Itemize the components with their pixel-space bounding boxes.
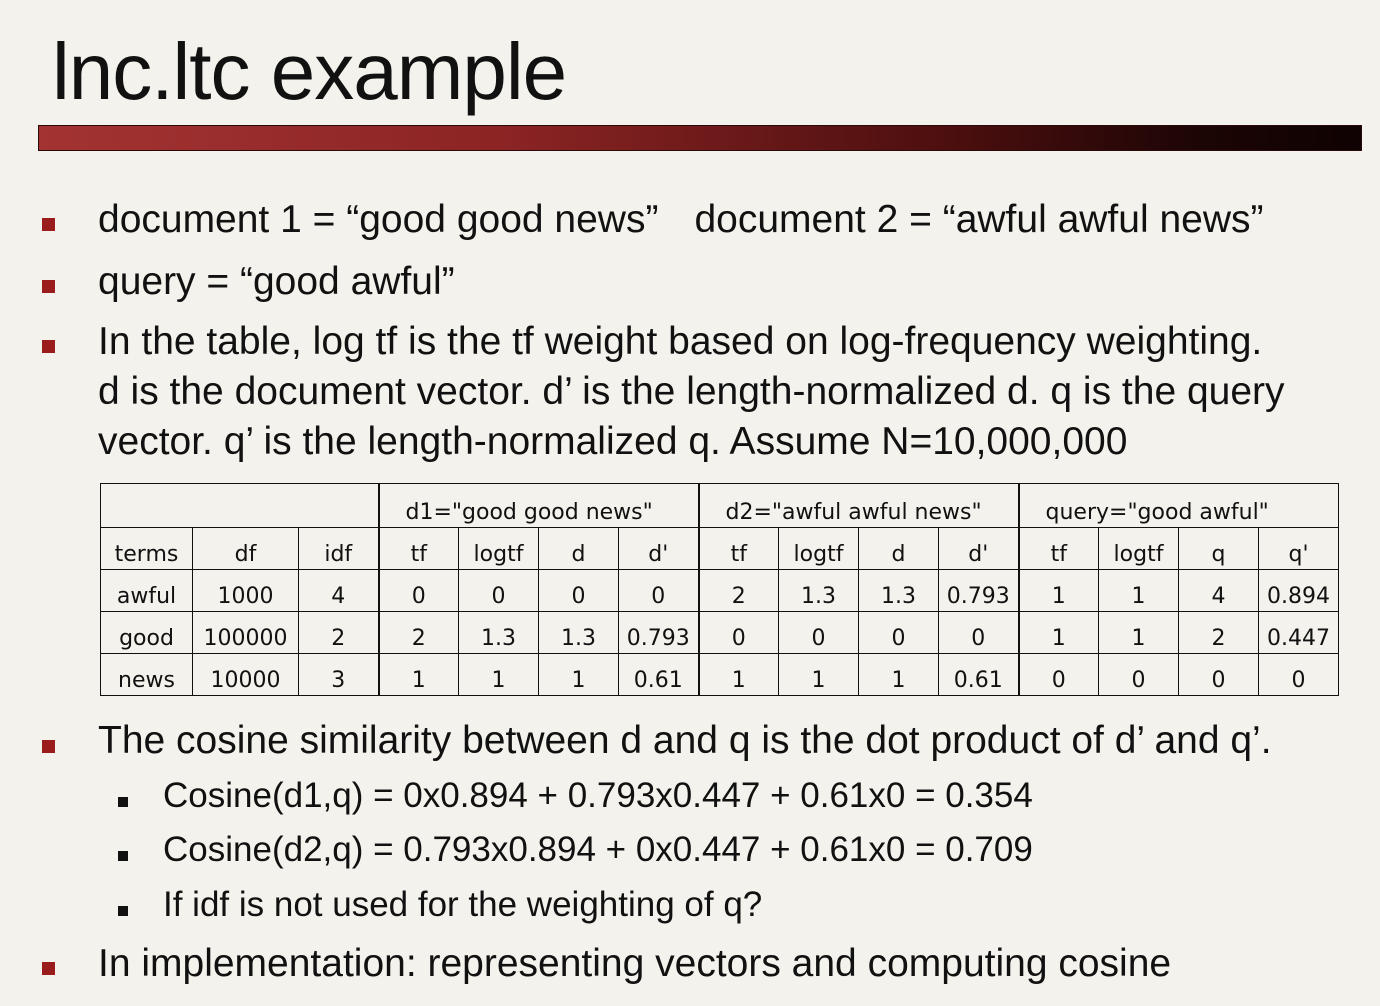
column-header: idf — [299, 528, 379, 570]
table-cell: 0.447 — [1259, 612, 1339, 654]
table-cell: 2 — [1179, 612, 1259, 654]
bullet-query: query = “good awful” — [98, 260, 455, 303]
bullet-cosine-similarity: The cosine similarity between d and q is the dot product of d’ and q’. — [98, 719, 1272, 762]
table-cell: 0.894 — [1259, 570, 1339, 612]
table-cell: 1 — [539, 654, 619, 696]
table-cell: 2 — [379, 612, 459, 654]
bullet-explanation-line-3: vector. q’ is the length-normalized q. Assume N=10,000,000 — [98, 420, 1128, 463]
slide-title: lnc.ltc example — [52, 27, 567, 116]
table-cell: 0 — [699, 612, 779, 654]
table-cell: 1.3 — [859, 570, 939, 612]
table-cell: 3 — [299, 654, 379, 696]
table-cell: 2 — [699, 570, 779, 612]
table-cell: awful — [101, 570, 193, 612]
column-header: terms — [101, 528, 193, 570]
sub-bullet-idf-question: If idf is not used for the weighting of q? — [163, 885, 763, 924]
column-header: logtf — [779, 528, 859, 570]
table-column-header-row — [101, 528, 1339, 570]
table-cell: 1.3 — [459, 612, 539, 654]
column-header: logtf — [459, 528, 539, 570]
sub-bullet-marker — [118, 797, 128, 807]
table-cell: 0 — [1259, 654, 1339, 696]
bullet-marker — [42, 218, 55, 231]
column-header: d — [859, 528, 939, 570]
table-cell: 0 — [859, 612, 939, 654]
table-cell: 0 — [1099, 654, 1179, 696]
document-1-text: document 1 = “good good news” — [98, 198, 659, 241]
bullet-marker — [42, 740, 55, 753]
table-cell: 0 — [939, 612, 1019, 654]
bullet-implementation: In implementation: representing vectors and computing cosine — [98, 942, 1172, 985]
bullet-marker — [42, 280, 55, 293]
bullet-explanation-line-1: In the table, log tf is the tf weight based on log-frequency weighting. — [98, 320, 1263, 363]
bullet-explanation-line-2: d is the document vector. d’ is the length-normalized d. q is the query — [98, 370, 1285, 413]
table-cell: 1 — [1019, 570, 1099, 612]
table-cell: 4 — [299, 570, 379, 612]
table-cell: 1 — [699, 654, 779, 696]
tfidf-table — [100, 483, 1339, 696]
column-header: d' — [619, 528, 699, 570]
table-cell: 0 — [539, 570, 619, 612]
sub-bullet-cosine-d2: Cosine(d2,q) = 0.793x0.894 + 0x0.447 + 0.61x0 = 0.709 — [163, 830, 1033, 869]
table-row — [101, 612, 1339, 654]
sub-bullet-marker — [118, 851, 128, 861]
column-header: tf — [699, 528, 779, 570]
table-cell: 0 — [1179, 654, 1259, 696]
table-cell: good — [101, 612, 193, 654]
table-cell: 0 — [1019, 654, 1099, 696]
table-cell: 1 — [1019, 612, 1099, 654]
table-cell: 0.61 — [939, 654, 1019, 696]
table-row — [101, 570, 1339, 612]
table-cell: 1 — [859, 654, 939, 696]
table-cell: 0 — [779, 612, 859, 654]
table-row — [101, 654, 1339, 696]
group-header-query: query="good awful" — [1019, 484, 1339, 528]
table-cell: 1.3 — [539, 612, 619, 654]
column-header: logtf — [1099, 528, 1179, 570]
table-cell: 1 — [1099, 612, 1179, 654]
column-header: q' — [1259, 528, 1339, 570]
table-cell: 1.3 — [779, 570, 859, 612]
bullet-marker — [42, 962, 55, 975]
sub-bullet-cosine-d1: Cosine(d1,q) = 0x0.894 + 0.793x0.447 + 0.61x0 = 0.354 — [163, 776, 1033, 815]
document-2-text: document 2 = “awful awful news” — [694, 198, 1264, 241]
table-group-header-row — [101, 484, 1339, 528]
table-cell: 10000 — [193, 654, 299, 696]
table-cell: 100000 — [193, 612, 299, 654]
table-cell: 0 — [379, 570, 459, 612]
sub-bullet-marker — [118, 906, 128, 916]
table-cell: 0.61 — [619, 654, 699, 696]
column-header: tf — [379, 528, 459, 570]
table-cell: 0 — [459, 570, 539, 612]
table-cell: 0 — [619, 570, 699, 612]
table-cell: 1 — [779, 654, 859, 696]
column-header: d' — [939, 528, 1019, 570]
group-header-d2: d2="awful awful news" — [699, 484, 1019, 528]
table-cell: 2 — [299, 612, 379, 654]
column-header: df — [193, 528, 299, 570]
title-divider-bar — [38, 125, 1362, 151]
column-header: tf — [1019, 528, 1099, 570]
bullet-marker — [42, 340, 55, 353]
table-cell: 0.793 — [939, 570, 1019, 612]
table-empty-header-cell — [101, 484, 379, 528]
table-cell: 1 — [1099, 570, 1179, 612]
table-cell: 0.793 — [619, 612, 699, 654]
table-cell: 4 — [1179, 570, 1259, 612]
column-header: d — [539, 528, 619, 570]
group-header-d1: d1="good good news" — [379, 484, 699, 528]
column-header: q — [1179, 528, 1259, 570]
bullet-documents — [98, 195, 1264, 245]
table-cell: 1 — [459, 654, 539, 696]
table-cell: news — [101, 654, 193, 696]
table-cell: 1000 — [193, 570, 299, 612]
table-cell: 1 — [379, 654, 459, 696]
